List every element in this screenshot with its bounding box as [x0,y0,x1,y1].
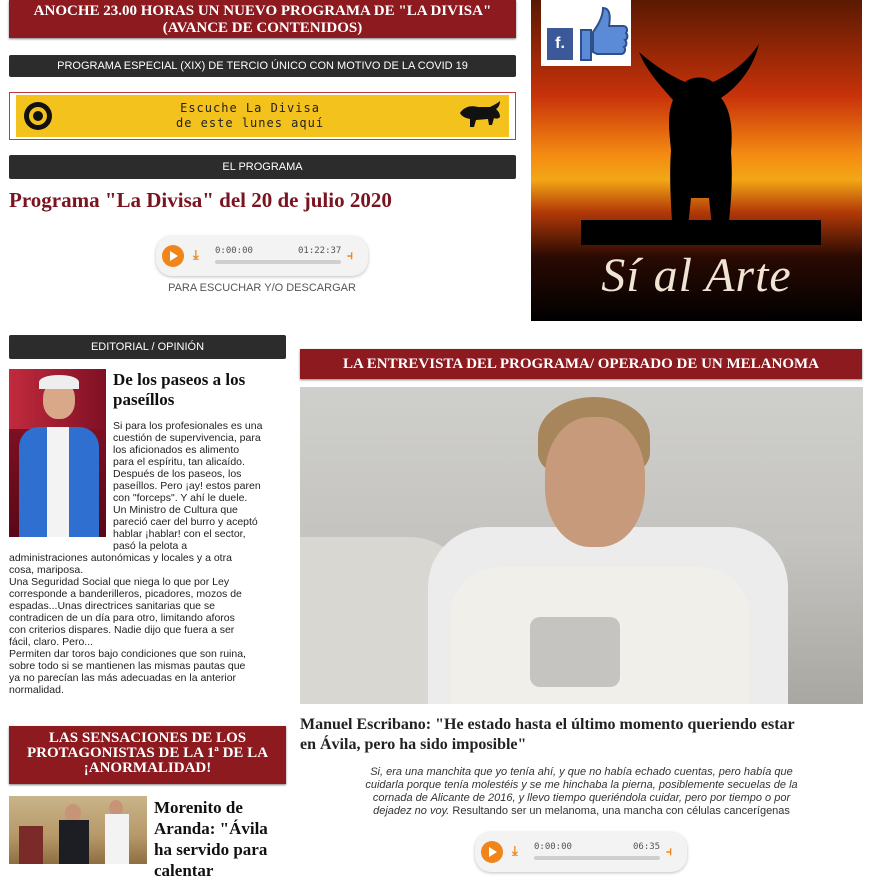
sensaciones-photo[interactable] [9,796,147,864]
editorial-bar-text: EDITORIAL / OPINIÓN [90,341,205,353]
volume-icon[interactable]: ⫞ [666,844,673,858]
editorial-line: Si para los profesionales es una [113,420,263,432]
editorial-text-narrow [113,420,291,552]
sensaciones-title-line2: Aranda: "Ávila [154,819,268,838]
sensaciones-banner[interactable] [9,726,286,784]
thumbs-up-icon [575,4,629,62]
editorial-line: Una Seguridad Social que niega lo que por Ley [9,576,230,588]
headline-line1: ANOCHE 23.00 HORAS UN NUEVO PROGRAMA DE "LA DIVISA" [33,3,492,19]
facebook-like-icon[interactable] [541,0,631,66]
player-current-time: 0:00:00 [534,842,572,852]
program-bar-text: EL PROGRAMA [222,161,303,173]
quote-line2: cuidarla porque tenía molestéis y se me hinchaba la pierna, posiblemente secuelas de la [365,779,798,791]
quote-line3: cornada de Alicante de 2016, y llevo tiempo queriéndola cuidar, pero por tiempo o por [372,792,791,804]
editorial-photo[interactable] [9,369,106,537]
player-total-time: 01:22:37 [298,246,342,256]
play-icon[interactable] [162,245,184,267]
si-al-arte-ad[interactable] [531,0,862,321]
play-icon[interactable] [481,841,503,863]
editorial-line: cosa, mariposa. [9,564,84,576]
sensaciones-title-line4: calentar [154,861,214,880]
editorial-line: los aficionados es alimento [113,444,240,456]
editorial-title-line1: De los paseos a los [113,370,246,389]
headline-banner[interactable] [9,0,516,38]
program-title[interactable]: Programa "La Divisa" del 20 de julio 2020 [9,188,392,212]
editorial-line: sobre todo si se mantienen las mismas pautas que [9,660,246,672]
editorial-title-line2: paseíllos [113,390,175,409]
quote-line4-italic: dejadez no voy. [373,805,450,817]
editorial-line: pasó la pelota a [113,540,188,552]
quote-line1: Si, era una manchita que yo tenía ahí, y que no había echado cuentas, pero había que [370,766,793,778]
editorial-line: espadas...Unas directrices sanitarias que se [9,600,216,612]
editorial-line: con "forceps". Y ahí le duele. [113,492,248,504]
interview-title-line1: Manuel Escribano: "He estado hasta el último momento queriendo estar [300,716,795,733]
logo-seal-icon [24,102,52,130]
listen-banner-inner [16,95,509,137]
editorial-title[interactable] [113,370,288,410]
listen-banner-line1: Escuche La Divisa [180,101,320,115]
interview-quote [300,766,863,818]
listen-banner-line2: de este lunes aquí [176,116,325,130]
player-progress-track[interactable] [534,856,660,860]
special-program-text: PROGRAMA ESPECIAL (XIX) DE TERCIO ÚNICO CON MOTIVO DE LA COVID 19 [57,60,468,72]
sensaciones-title[interactable] [154,797,294,881]
headline-line2: (AVANCE DE CONTENIDOS) [162,20,363,36]
editorial-line: Después de los paseos, los [113,468,242,480]
editorial-line: cuestión de supervivencia, para [113,432,261,444]
download-icon[interactable]: ⤓ [193,247,199,262]
editorial-line: fácil, claro. Pero... [9,636,94,648]
interview-banner[interactable] [300,349,862,379]
program-bar [9,155,516,179]
interview-photo[interactable] [300,387,863,704]
interview-title-line2: en Ávila, pero ha sido imposible" [300,736,527,753]
editorial-line: corresponde a banderilleros, picadores, mozos de [9,588,242,600]
volume-icon[interactable]: ⫞ [347,248,354,262]
editorial-bar [9,335,286,359]
bull-icon [456,99,504,133]
listen-banner[interactable] [9,92,516,140]
audio-player-interview[interactable] [475,832,687,872]
editorial-line: Un Ministro de Cultura que [113,504,238,516]
editorial-line: Permiten dar toros bajo condiciones que son ruina, [9,648,246,660]
player-total-time: 06:35 [633,842,661,852]
special-program-bar [9,55,516,77]
player-current-time: 0:00:00 [215,246,253,256]
editorial-line: con criterios dispares. Nadie dijo que fuera a ser [9,624,235,636]
ad-slogan: Sí al Arte [601,249,792,302]
sensaciones-line1: LAS SENSACIONES DE LOS [48,730,247,746]
editorial-text-full [9,552,293,696]
sensaciones-line3: ¡ANORMALIDAD! [83,760,212,776]
editorial-line: contradicen de un día para otro, limitando aforos [9,612,235,624]
sensaciones-line2: PROTAGONISTAS DE LA 1ª DE LA [26,745,269,761]
interview-title[interactable] [300,715,870,755]
quote-line4 [300,805,863,818]
editorial-line: para el espíritu, tan alicaído. [113,456,245,468]
audio-player-top[interactable] [156,236,368,276]
editorial-line: administraciones autonómicas y locales y a otra [9,552,232,564]
editorial-line: normalidad. [9,684,64,696]
editorial-line: paseíllos. Pero ¡ay! estos paren [113,480,261,492]
interview-banner-text: LA ENTREVISTA DEL PROGRAMA/ OPERADO DE UN MELANOMA [342,356,819,372]
sensaciones-title-line3: ha servido para [154,840,268,859]
editorial-line: ya no parecían las más adecuadas en la anterior [9,672,237,684]
download-icon[interactable]: ⤓ [512,843,518,858]
facebook-letter: f. [547,28,573,60]
editorial-line: hablar ¡hablar! con el sector, [113,528,246,540]
editorial-line: pareció caer del burro y aceptó [113,516,258,528]
player-caption: PARA ESCUCHAR Y/O DESCARGAR [168,282,356,294]
player-progress-track[interactable] [215,260,341,264]
quote-line4-rest: Resultando ser un melanoma, una mancha con células cancerígenas [449,805,790,817]
sensaciones-title-line1: Morenito de [154,798,243,817]
listen-banner-text [176,101,324,131]
